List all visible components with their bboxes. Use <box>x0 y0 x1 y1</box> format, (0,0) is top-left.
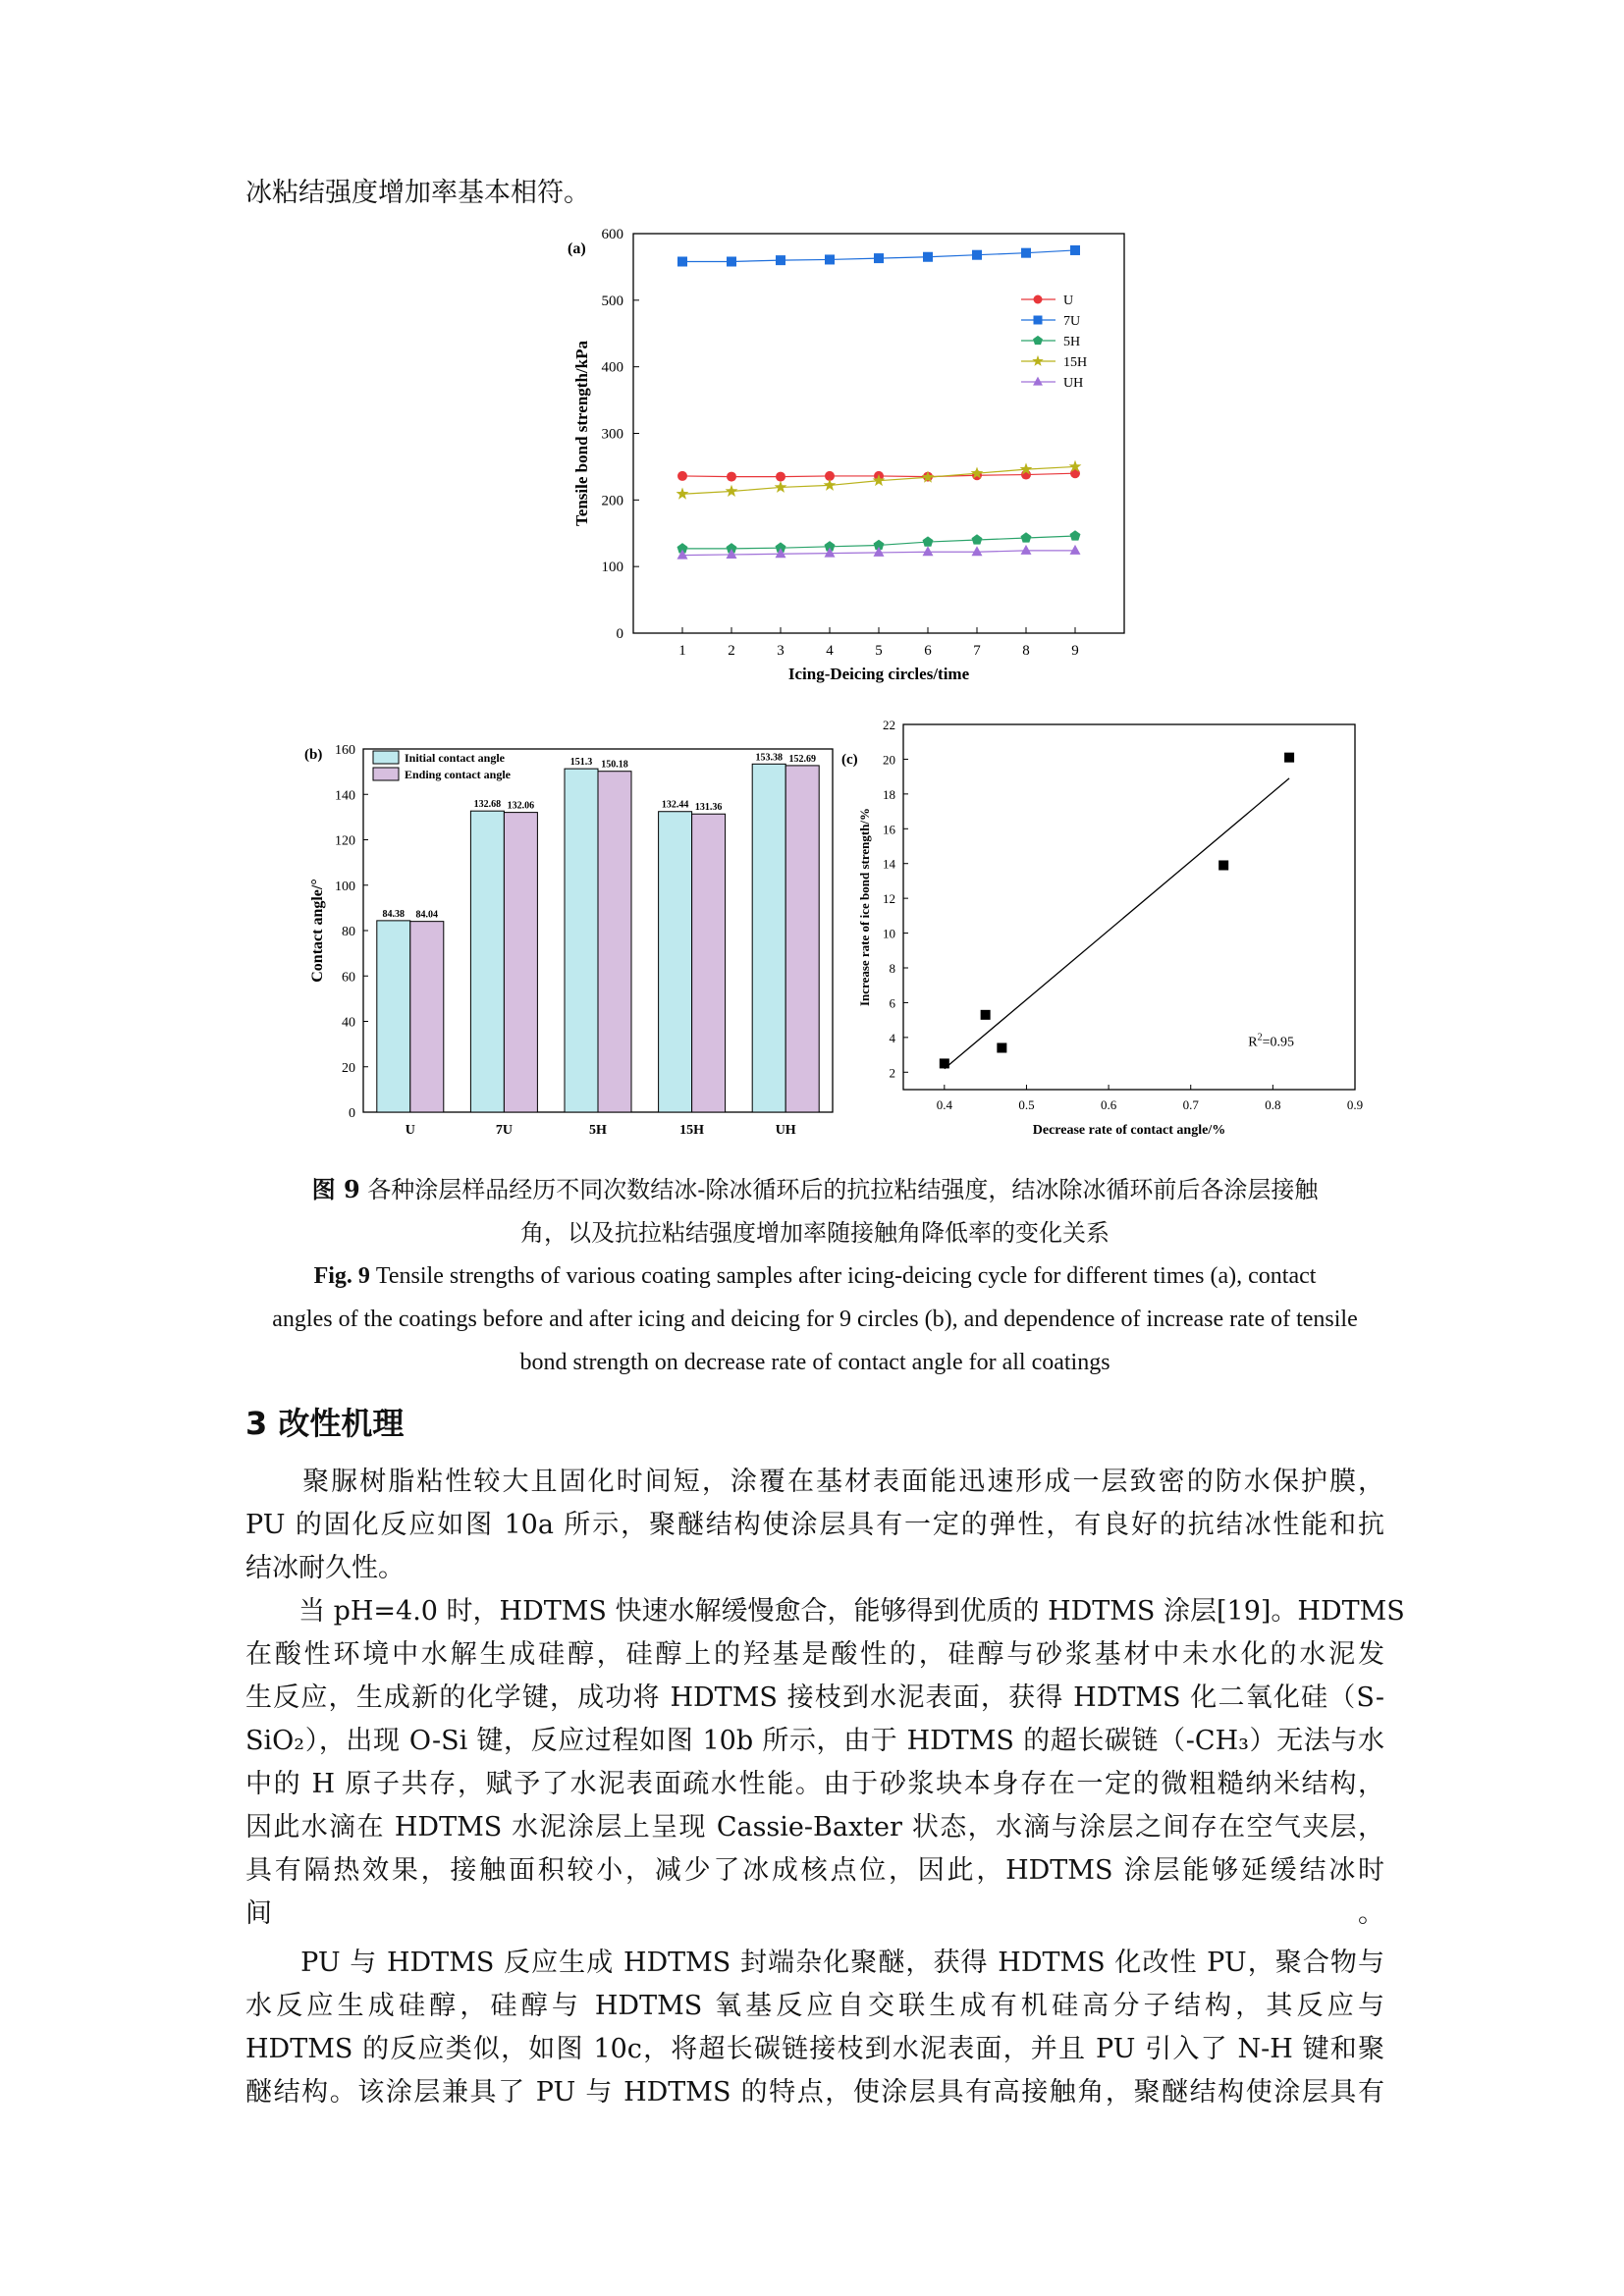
bar-UH-1 <box>785 766 819 1112</box>
top-text-line: 冰粘结强度增加率基本相符。 <box>245 178 590 208</box>
data-point <box>1021 248 1031 258</box>
bar-value-label: 132.44 <box>661 799 689 811</box>
y-tick-label: 8 <box>889 961 895 976</box>
paragraph-line: 具有隔热效果，接触面积较小，减少了冰成核点位，因此，HDTMS 涂层能够延缓结冰时 <box>245 1855 1384 1886</box>
y-tick-label: 60 <box>342 970 355 986</box>
paragraph-line: 醚结构。该涂层兼具了 PU 与 HDTMS 的特点，使涂层具有高接触角，聚醚结构使涂层具有 <box>245 2077 1384 2108</box>
chart-c <box>839 707 1380 1148</box>
y-tick-label: 600 <box>601 227 623 242</box>
x-tick-label: UH <box>775 1123 796 1138</box>
x-tick-label: 0.5 <box>1018 1097 1035 1112</box>
section-title: 3 改性机理 <box>245 1405 405 1442</box>
chart-b <box>295 731 854 1148</box>
bar-value-label: 151.3 <box>569 757 593 769</box>
y-tick-label: 100 <box>601 560 623 576</box>
caption-cn-line1: 各种涂层样品经历不同次数结冰-除冰循环后的抗拉粘结强度，结冰除冰循环前后各涂层接触 <box>367 1176 1319 1203</box>
r2-sup: 2 <box>1257 1032 1263 1043</box>
data-point <box>825 254 835 264</box>
paragraph-line: PU 与 HDTMS 反应生成 HDTMS 封端杂化聚醚，获得 HDTMS 化改性 PU，聚合物与 <box>245 1948 1384 1978</box>
panel-label: (c) <box>841 752 858 768</box>
paragraph-3 <box>245 1942 1384 2114</box>
bar-15H-1 <box>692 814 726 1112</box>
data-point <box>776 255 785 265</box>
data-point <box>1021 532 1032 542</box>
y-tick-label: 300 <box>601 426 623 443</box>
legend-label: 7U <box>1063 314 1081 329</box>
legend-label: 5H <box>1063 335 1081 349</box>
y-tick-label: 18 <box>883 786 895 802</box>
y-tick-label: 0 <box>349 1106 355 1121</box>
bar-7U-1 <box>504 813 537 1112</box>
bar-value-label: 150.18 <box>601 759 628 771</box>
data-point <box>776 472 785 482</box>
fit-line <box>945 778 1289 1069</box>
y-tick-label: 40 <box>342 1015 355 1031</box>
x-tick-label: 0.7 <box>1182 1097 1199 1112</box>
paragraph-line: 聚脲树脂粘性较大且固化时间短，涂覆在基材表面能迅速形成一层致密的防水保护膜， <box>245 1467 1384 1497</box>
paragraph-line: 当 pH=4.0 时，HDTMS 快速水解缓慢愈合，能够得到优质的 HDTMS 涂层[19]。HDTMS <box>245 1596 1405 1627</box>
chart-a <box>560 226 1149 687</box>
x-tick-label: 1 <box>678 643 686 659</box>
bar-7U-0 <box>470 811 504 1112</box>
x-axis-title: Icing-Deicing circles/time <box>787 665 970 683</box>
data-point <box>972 534 983 544</box>
legend-label: Initial contact angle <box>405 751 505 765</box>
paragraph-line: PU 的固化反应如图 10a 所示，聚醚结构使涂层具有一定的弹性，有良好的抗结冰性能和抗 <box>245 1510 1384 1540</box>
y-tick-label: 100 <box>335 879 355 894</box>
data-point <box>727 256 736 266</box>
data-point <box>972 546 983 556</box>
data-point <box>1070 530 1081 540</box>
data-point <box>726 485 738 497</box>
paragraph-line: 间。 <box>245 1898 1384 1929</box>
bar-value-label: 153.38 <box>755 752 783 764</box>
y-tick-label: 2 <box>889 1065 895 1081</box>
x-tick-label: 2 <box>728 643 735 659</box>
paragraph-line: 在酸性环境中水解生成硅醇，硅醇上的羟基是酸性的，硅醇与砂浆基材中未水化的水泥发 <box>245 1639 1384 1670</box>
x-tick-label: 5H <box>589 1123 607 1138</box>
data-point <box>972 250 982 260</box>
legend-swatch <box>373 751 399 764</box>
data-point <box>981 1010 991 1020</box>
bar-U-1 <box>410 922 444 1112</box>
data-point <box>997 1042 1006 1052</box>
bar-5H-0 <box>565 769 598 1112</box>
data-point <box>923 546 934 556</box>
caption-en-label: Fig. 9 <box>313 1263 370 1289</box>
y-tick-label: 20 <box>342 1060 355 1076</box>
bar-value-label: 84.04 <box>415 909 439 921</box>
data-point <box>677 471 687 481</box>
y-tick-label: 0 <box>616 626 623 642</box>
caption-en-line1: Tensile strengths of various coating samples after icing-deicing cycle for different times (a), contact <box>375 1263 1317 1289</box>
caption-en-line2: angles of the coatings before and after icing and deicing for 9 circles (b), and dependence of increase rate of tensile <box>272 1307 1358 1332</box>
y-tick-label: 120 <box>335 833 355 849</box>
legend-swatch <box>373 768 399 780</box>
r2-r: R <box>1248 1035 1258 1050</box>
paragraph-line: HDTMS 的反应类似，如图 10c，将超长碳链接枝到水泥表面，并且 PU 引入了 N-H 键和聚 <box>245 2034 1384 2064</box>
x-tick-label: 3 <box>777 643 785 659</box>
data-point <box>727 472 736 482</box>
bar-U-0 <box>377 921 410 1112</box>
x-tick-label: 8 <box>1022 643 1030 659</box>
x-tick-label: 0.9 <box>1346 1097 1364 1112</box>
x-tick-label: 0.6 <box>1100 1097 1117 1112</box>
x-tick-label: 15H <box>679 1123 705 1138</box>
legend-label: UH <box>1063 376 1084 391</box>
data-point <box>824 479 837 491</box>
x-tick-label: 7 <box>973 643 981 659</box>
y-tick-label: 200 <box>601 493 623 509</box>
data-point <box>1033 336 1043 345</box>
x-tick-label: 5 <box>875 643 883 659</box>
data-point <box>923 252 933 262</box>
data-point <box>775 481 787 493</box>
caption-en-line3: bond strength on decrease rate of contact angle for all coatings <box>519 1350 1110 1375</box>
y-tick-label: 14 <box>883 856 895 872</box>
y-axis-title: Increase rate of ice bond strength/% <box>857 807 872 1007</box>
bar-5H-1 <box>598 772 631 1112</box>
bar-UH-0 <box>752 764 785 1112</box>
data-point <box>1033 377 1043 386</box>
y-tick-label: 500 <box>601 293 623 309</box>
panel-label: (a) <box>568 240 586 257</box>
panel-label: (b) <box>304 747 323 763</box>
x-tick-label: 7U <box>495 1123 513 1138</box>
x-tick-label: 0.4 <box>936 1097 952 1112</box>
bar-15H-0 <box>659 812 692 1112</box>
data-point <box>1070 245 1080 255</box>
x-tick-label: 6 <box>924 643 932 659</box>
caption-cn-line2: 角，以及抗拉粘结强度增加率随接触角降低率的变化关系 <box>520 1219 1110 1247</box>
y-tick-label: 400 <box>601 359 623 376</box>
y-tick-label: 80 <box>342 925 355 939</box>
data-point <box>1021 545 1032 555</box>
x-tick-label: 4 <box>826 643 834 659</box>
y-tick-label: 140 <box>335 788 355 804</box>
x-tick-label: 0.8 <box>1265 1097 1281 1112</box>
y-tick-label: 16 <box>883 822 895 837</box>
paragraph-line: SiO₂），出现 O-Si 键，反应过程如图 10b 所示，由于 HDTMS 的超长碳链（-CH₃）无法与水 <box>245 1726 1384 1756</box>
y-tick-label: 22 <box>883 718 895 732</box>
y-tick-label: 10 <box>883 926 895 941</box>
data-point <box>1032 355 1044 366</box>
paragraph-line: 因此水滴在 HDTMS 水泥涂层上呈现 Cassie-Baxter 状态，水滴与涂层之间存在空气夹层， <box>245 1812 1384 1842</box>
paragraph-line: 中的 H 原子共存，赋予了水泥表面疏水性能。由于砂浆块本身存在一定的微粗糙纳米结构， <box>245 1769 1384 1799</box>
data-point <box>1070 468 1080 478</box>
x-tick-label: 9 <box>1071 643 1079 659</box>
data-point <box>923 536 934 546</box>
data-point <box>940 1058 949 1068</box>
figure-caption-cn <box>236 1168 1394 1255</box>
data-point <box>1218 860 1228 870</box>
y-axis-title: Tensile bond strength/kPa <box>572 341 591 526</box>
bar-value-label: 132.06 <box>507 800 535 812</box>
data-point <box>1034 295 1043 304</box>
legend-label: U <box>1063 294 1074 308</box>
bar-value-label: 132.68 <box>473 799 502 811</box>
data-point <box>1070 545 1081 555</box>
bar-value-label: 152.69 <box>788 753 816 765</box>
paragraph-line: 水反应生成硅醇，硅醇与 HDTMS 氧基反应自交联生成有机硅高分子结构，其反应与 <box>245 1991 1384 2021</box>
y-tick-label: 12 <box>883 891 895 907</box>
data-point <box>874 253 884 263</box>
y-tick-label: 160 <box>335 743 355 758</box>
y-tick-label: 20 <box>883 752 895 768</box>
legend-label: 15H <box>1063 355 1088 370</box>
paragraph-1 <box>245 1461 1384 1590</box>
paragraph-line: 结冰耐久性。 <box>245 1553 405 1583</box>
bar-value-label: 131.36 <box>694 802 723 814</box>
y-tick-label: 4 <box>889 1030 895 1045</box>
data-point <box>1284 753 1294 763</box>
figure-caption-en <box>236 1255 1394 1384</box>
x-axis-title: Decrease rate of contact angle/% <box>1032 1123 1226 1138</box>
paragraph-2 <box>245 1590 1405 1979</box>
bar-value-label: 84.38 <box>382 908 406 920</box>
r-squared-label <box>1248 1033 1294 1050</box>
y-tick-label: 6 <box>889 995 895 1011</box>
caption-cn-label: 图 9 <box>311 1175 360 1203</box>
data-point <box>677 487 689 499</box>
data-point <box>677 256 687 266</box>
y-axis-title: Contact angle/° <box>309 879 326 983</box>
plot-frame <box>633 234 1124 633</box>
r2-value: =0.95 <box>1262 1035 1295 1050</box>
x-tick-label: U <box>405 1123 415 1138</box>
legend-label: Ending contact angle <box>405 768 512 781</box>
paragraph-line: 生反应，生成新的化学键，成功将 HDTMS 接枝到水泥表面，获得 HDTMS 化二氧化硅（S- <box>245 1682 1384 1713</box>
data-point <box>1034 316 1043 325</box>
